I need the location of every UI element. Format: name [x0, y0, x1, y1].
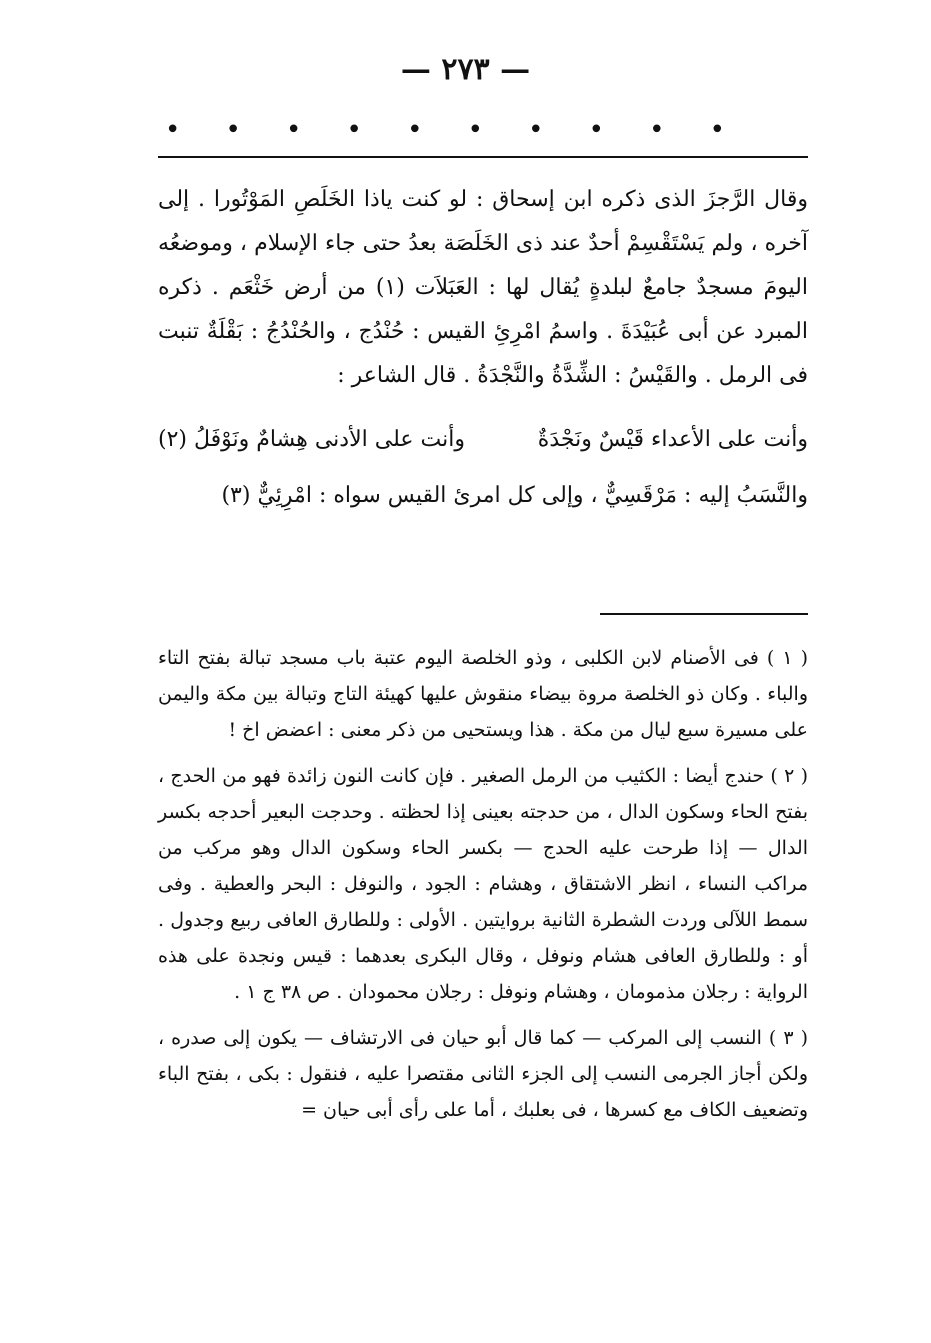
ornament-dot: •: [528, 115, 544, 145]
verse-hemistich-right: وأنت على الأعداء قَيْسٌ ونَجْدَةٌ: [537, 427, 808, 452]
footnote-2: ( ٢ ) حندج أيضا : الكثيب من الرمل الصغير . فإن كانت النون زائدة فهو من الحدج ، بفتح الحاء وسكون الدال ، من حدجته بعينى إذا لحظته . وحدجت البعير أحدجه بكسر الدال — إذا طرحت عليه الحدج — بكسر الحاء وسكون الدال وهو مركب من مراكب النساء ، انظر الاشتقاق ، وهشام : الجود ، والنوفل : البحر والعطية . وفى سمط اللآلى وردت الشطرة الثانية بروايتين . الأولى : وللطارق العافى ربيع وجدول . أو : وللطارق العافى هشام ونوفل ، وقال البكرى بعدهما : قيس ونجدة على هذه الرواية : رجلان مذمومان ، وهشام ونوفل : رجلان محمودان . ص ٣٨ ج ١ .: [158, 765, 809, 1003]
ornament-dot: •: [286, 115, 302, 145]
ornament-dot: •: [407, 115, 423, 145]
footnote-rule: [600, 613, 808, 615]
ornament-dot: •: [588, 115, 604, 145]
page-number: — ٢٧٣ —: [400, 52, 531, 87]
ornament-dot: •: [225, 115, 241, 145]
footnote-1: ( ١ ) فى الأصنام لابن الكلبى ، وذو الخلصة اليوم عتبة باب مسجد تبالة بفتح التاء والباء . وكان ذو الخلصة مروة بيضاء منقوش عليها كهيئة التاج وتبالة بين مكة واليمن على مسيرة سبع ليال من مكة . هذا ويستحيى من ذكر معنى : اعضض اخ !: [158, 647, 808, 741]
main-text: [158, 178, 808, 518]
ornament-dot: •: [649, 115, 665, 145]
footnote-3: ( ٣ ) النسب إلى المركب — كما قال أبو حيان فى الارتشاف — يكون إلى صدره ، ولكن أجاز الجرمى النسب إلى الجزء الثانى مقتصرا عليه ، فنقول : بكى ، بفتح الباء وتضعيف الكاف مع كسرها ، فى بعلبك ، أما على رأى أبى حيان =: [158, 1027, 809, 1121]
header-rule: [158, 156, 808, 158]
ornament-dot: •: [346, 115, 362, 145]
ornament-dot: •: [709, 115, 725, 145]
ornament-dots: [165, 115, 725, 145]
ornament-dot: •: [165, 115, 181, 145]
verse-line: [158, 418, 808, 462]
nisba-line: والنَّسَبُ إليه : مَرْقَسِيٌّ ، وإلى كل امرئ القيس سواه : امْرِئِيٌّ (٣): [221, 483, 808, 508]
footnotes: [158, 640, 808, 1138]
ornament-dot: •: [467, 115, 483, 145]
verse-hemistich-left: وأنت على الأدنى هِشامٌ ونَوْفَلُ (٢): [158, 427, 465, 452]
main-paragraph: وقال الرَّجزَ الذى ذكره ابن إسحاق : لو كنت ياذا الخَلَصِ المَوْتُورا . إلى آخره ، ولم يَسْتَقْسِمْ أحدٌ عند ذى الخَلَصَة بعدُ حتى جاء الإسلام ، وموضعُه اليومَ مسجدٌ جامعٌ لبلدةٍ يُقال لها : العَبَلاَت (١) من أرض خَثْعَم . ذكره المبرد عن أبى عُبَيْدَةَ . واسمُ امْرِئِ القيس : حُنْدُج ، والحُنْدُجُ : بَقْلَةٌ تنبت فى الرمل . والقَيْسُ : الشِّدَّةُ والنَّجْدَةُ . قال الشاعر :: [158, 187, 808, 388]
